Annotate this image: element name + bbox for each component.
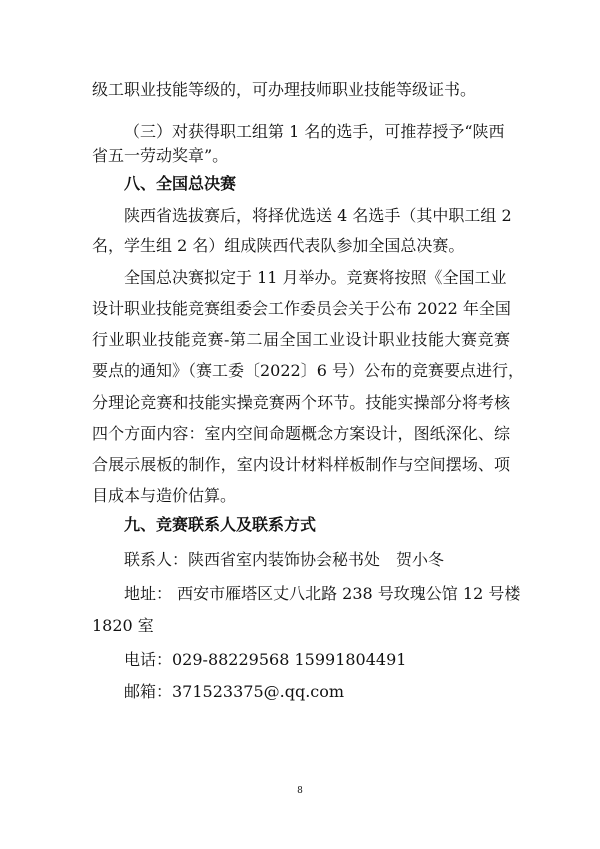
paragraph-line: 省五一劳动奖章”。 [92, 146, 229, 165]
paragraph-line: 合展示展板的制作，室内设计材料样板制作与空间摆场、项 [92, 455, 510, 474]
page-number: 8 [297, 786, 303, 796]
paragraph-line: 级工职业技能等级的，可办理技师职业技能等级证书。 [92, 80, 477, 99]
paragraph-line: 行业职业技能竞赛-第二届全国工业设计职业技能大赛竞赛 [92, 330, 510, 349]
paragraph-line: 全国总决赛拟定于 11 月举办。竞赛将按照《全国工业 [124, 268, 507, 287]
contact-address-continued: 1820 室 [92, 616, 154, 635]
paragraph-line: 分理论竞赛和技能实操竞赛两个环节。技能实操部分将考核 [92, 393, 510, 412]
paragraph-line: 要点的通知》（赛工委〔2022〕6 号）公布的竞赛要点进行， [92, 361, 524, 380]
paragraph-line: 陕西省选拔赛后，将择优选送 4 名选手（其中职工组 2 [124, 206, 512, 225]
paragraph-line: 名，学生组 2 名）组成陕西代表队参加全国总决赛。 [92, 236, 465, 255]
contact-address: 地址： 西安市雁塔区丈八北路 238 号玫瑰公馆 12 号楼 [124, 584, 521, 603]
paragraph-line: 设计职业技能竞赛组委会工作委员会关于公布 2022 年全国 [92, 299, 511, 318]
contact-email: 邮箱：371523375@.qq.com [124, 682, 345, 701]
paragraph-line: 目成本与造价估算。 [92, 486, 237, 505]
contact-person: 联系人：陕西省室内装饰协会秘书处 贺小冬 [124, 550, 445, 569]
section-heading: 八、全国总决赛 [124, 174, 237, 193]
paragraph-line: 四个方面内容：室内空间命题概念方案设计，图纸深化、综 [92, 424, 510, 443]
section-heading: 九、竞赛联系人及联系方式 [124, 515, 317, 534]
contact-phone: 电话：029-88229568 15991804491 [124, 650, 407, 669]
paragraph-line: （三）对获得职工组第 1 名的选手，可推荐授予“陕西 [124, 122, 505, 141]
